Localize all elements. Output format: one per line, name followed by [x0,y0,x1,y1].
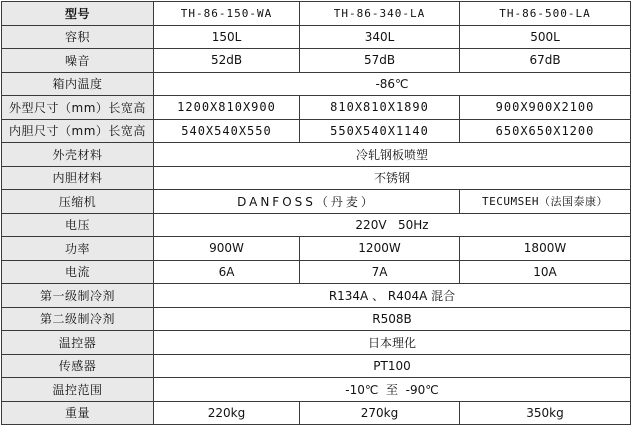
table-row-noise [2,49,631,73]
row-label-sensor: 传感器 [2,354,154,378]
weight-3: 350kg [460,401,631,425]
table-row-weight [2,401,631,425]
model-3: TH-86-500-LA [460,2,631,26]
outer-size-3: 900X900X2100 [460,96,631,120]
row-label-controller: 温控器 [2,331,154,355]
volume-3: 500L [460,25,631,49]
sensor-value: PT100 [154,354,631,378]
row-label-liner-material: 内胆材料 [2,166,154,190]
refrigerant-1-value: R134A 、 R404A 混合 [154,284,631,308]
row-label-temp-range: 温控范围 [2,378,154,402]
shell-material-value: 冷轧钢板喷塑 [154,143,631,167]
outer-size-2: 810X810X1890 [300,96,460,120]
table-row-voltage [2,213,631,237]
table-row-inner-size [2,119,631,143]
outer-size-1: 1200X810X900 [154,96,300,120]
power-2: 1200W [300,237,460,261]
inner-size-2: 550X540X1140 [300,119,460,143]
row-label-volume: 容积 [2,25,154,49]
row-label-shell-material: 外壳材料 [2,143,154,167]
weight-1: 220kg [154,401,300,425]
volume-2: 340L [300,25,460,49]
model-1: TH-86-150-WA [154,2,300,26]
table-row-liner-material [2,166,631,190]
table-row-current [2,260,631,284]
current-1: 6A [154,260,300,284]
row-label-compressor: 压缩机 [2,190,154,214]
inner-size-1: 540X540X550 [154,119,300,143]
table-row-refrigerant-2 [2,307,631,331]
row-label-inner-temp: 箱内温度 [2,72,154,96]
row-label-refrigerant-2: 第二级制冷剂 [2,307,154,331]
row-label-voltage: 电压 [2,213,154,237]
refrigerant-2-value: R508B [154,307,631,331]
table-row-inner-temp [2,72,631,96]
compressor-value-1: DANFOSS（丹麦） [154,190,460,214]
table-row-model [2,2,631,26]
table-row-power [2,237,631,261]
compressor-value-2: TECUMSEH（法国泰康） [460,190,631,214]
table-row-controller [2,331,631,355]
temp-range-value: -10℃ 至 -90℃ [154,378,631,402]
spec-table [1,1,631,425]
row-label-inner-size: 内胆尺寸（mm）长宽高 [2,119,154,143]
noise-3: 67dB [460,49,631,73]
weight-2: 270kg [300,401,460,425]
row-label-weight: 重量 [2,401,154,425]
controller-value: 日本理化 [154,331,631,355]
noise-1: 52dB [154,49,300,73]
model-2: TH-86-340-LA [300,2,460,26]
row-label-noise: 噪音 [2,49,154,73]
current-3: 10A [460,260,631,284]
table-row-refrigerant-1 [2,284,631,308]
table-row-shell-material [2,143,631,167]
inner-size-3: 650X650X1200 [460,119,631,143]
volume-1: 150L [154,25,300,49]
power-3: 1800W [460,237,631,261]
voltage-value: 220V 50Hz [154,213,631,237]
table-row-compressor [2,190,631,214]
table-row-volume [2,25,631,49]
row-label-model: 型号 [2,2,154,26]
row-label-current: 电流 [2,260,154,284]
current-2: 7A [300,260,460,284]
noise-2: 57dB [300,49,460,73]
table-row-temp-range [2,378,631,402]
row-label-outer-size: 外型尺寸（mm）长宽高 [2,96,154,120]
liner-material-value: 不锈钢 [154,166,631,190]
table-row-outer-size [2,96,631,120]
table-row-sensor [2,354,631,378]
power-1: 900W [154,237,300,261]
row-label-refrigerant-1: 第一级制冷剂 [2,284,154,308]
inner-temp-value: -86℃ [154,72,631,96]
row-label-power: 功率 [2,237,154,261]
